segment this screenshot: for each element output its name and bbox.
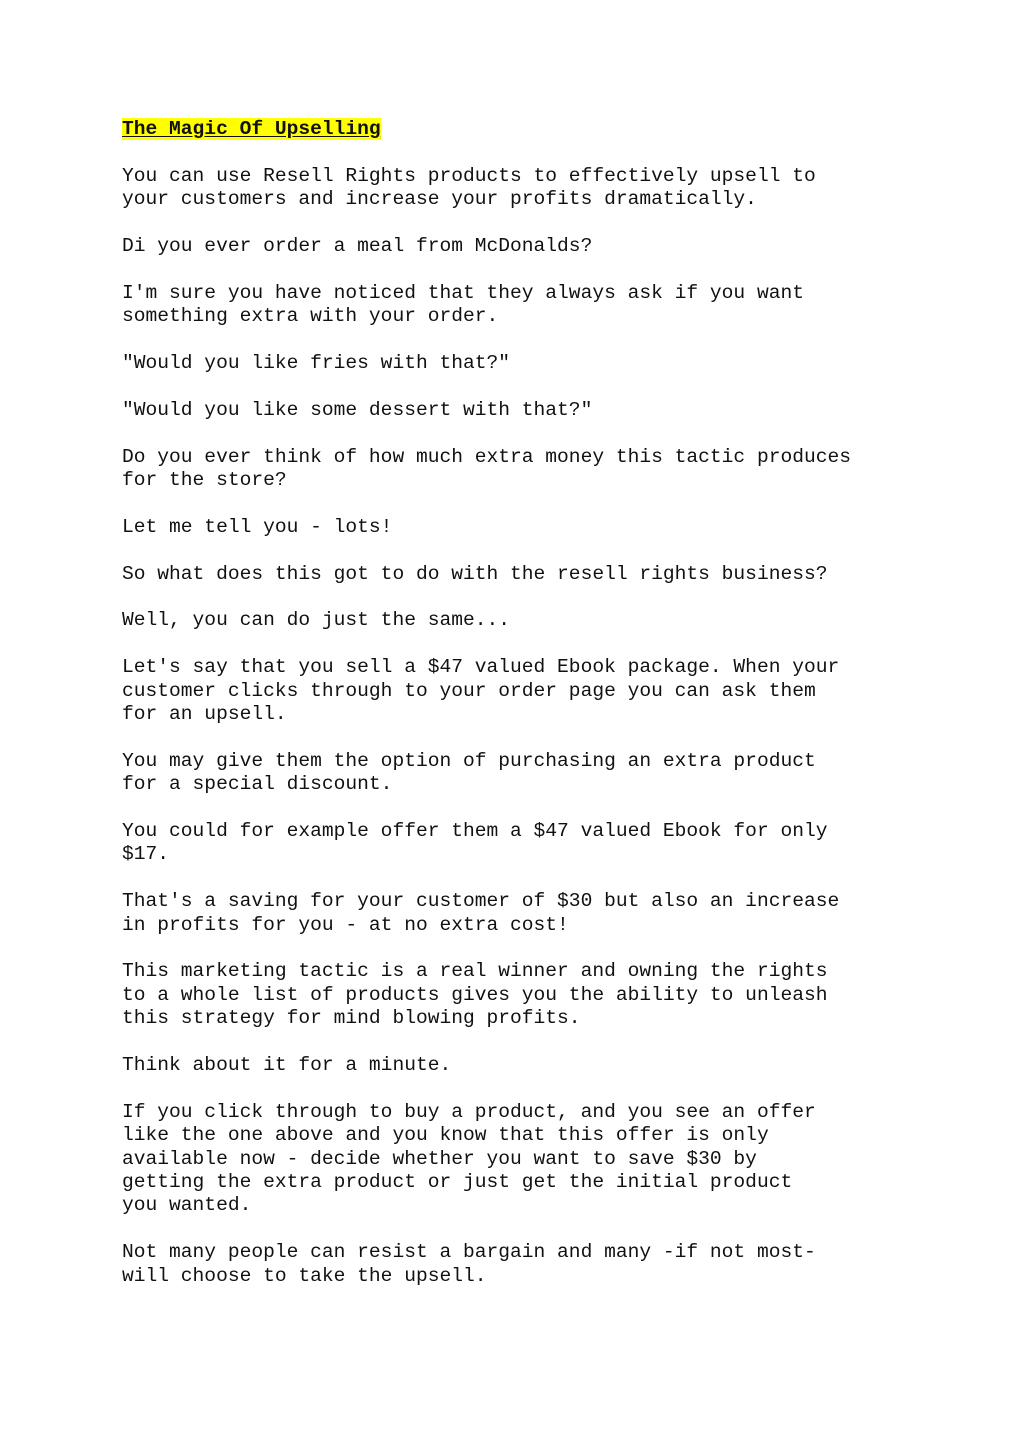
paragraph-8: So what does this got to do with the resell rights business? xyxy=(122,562,828,585)
paragraph-4: "Would you like fries with that?" xyxy=(122,351,511,374)
paragraph-9: Well, you can do just the same... xyxy=(122,609,511,632)
document-body xyxy=(122,118,922,1311)
paragraph-14: This marketing tactic is a real winner and owning the rights to a whole list of products gives you the ability to unleash this strategy for mind blowing profits. xyxy=(122,960,828,1030)
paragraph-5: "Would you like some dessert with that?" xyxy=(122,398,593,421)
paragraph-3: I'm sure you have noticed that they always ask if you want something extra with your order. xyxy=(122,281,804,328)
paragraph-17: Not many people can resist a bargain and many -if not most- will choose to take the upsell. xyxy=(122,1241,816,1287)
paragraph-2: Di you ever order a meal from McDonalds? xyxy=(122,234,593,257)
paragraph-11: You may give them the option of purchasing an extra product for a special discount. xyxy=(122,749,816,796)
paragraph-16: If you click through to buy a product, and you see an offer like the one above and you know that this offer is only available now - decide whether you want to save $30 by getting the extra product or just get the initial product you wanted. xyxy=(122,1100,816,1217)
paragraph-1: You can use Resell Rights products to effectively upsell to your customers and increase your profits dramatically. xyxy=(122,164,816,211)
document-title: The Magic Of Upselling xyxy=(122,118,381,140)
title-line xyxy=(122,118,922,141)
paragraph-15: Think about it for a minute. xyxy=(122,1054,452,1076)
paragraph-10: Let's say that you sell a $47 valued Ebook package. When your customer clicks through to your order page you can ask them for an upsell. xyxy=(122,656,840,725)
paragraph-7: Let me tell you - lots! xyxy=(122,515,393,538)
paragraph-12: You could for example offer them a $47 valued Ebook for only $17. xyxy=(122,819,828,866)
paragraph-13: That's a saving for your customer of $30 but also an increase in profits for you - at no extra cost! xyxy=(122,890,840,936)
paragraph-6: Do you ever think of how much extra money this tactic produces for the store? xyxy=(122,445,852,491)
